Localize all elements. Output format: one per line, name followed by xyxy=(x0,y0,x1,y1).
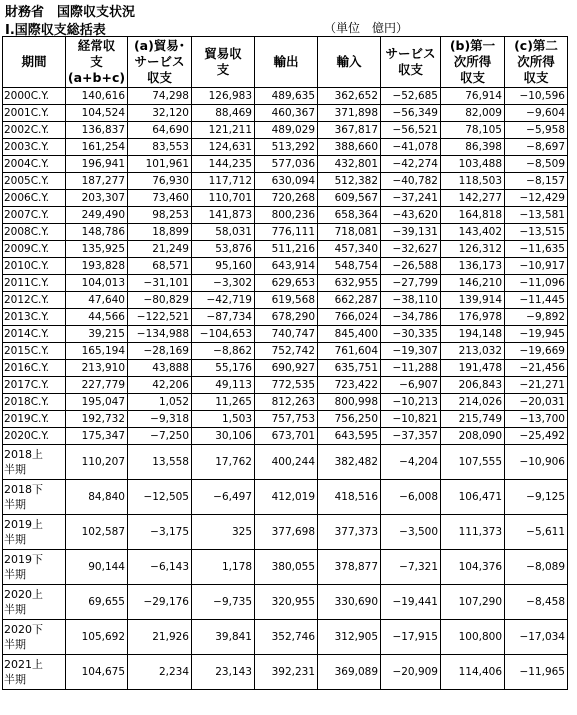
table-row xyxy=(3,655,568,690)
value-cell: 193,828 xyxy=(66,258,128,275)
table-row xyxy=(3,122,568,139)
value-cell: −6,907 xyxy=(381,377,441,394)
value-cell: 619,568 xyxy=(255,292,318,309)
value-cell: 84,840 xyxy=(66,480,128,515)
value-cell: 47,640 xyxy=(66,292,128,309)
value-cell: 76,914 xyxy=(441,88,505,105)
value-cell: 98,253 xyxy=(128,207,192,224)
value-cell: 215,749 xyxy=(441,411,505,428)
value-cell: 1,052 xyxy=(128,394,192,411)
table-row xyxy=(3,224,568,241)
header-row xyxy=(3,37,568,88)
value-cell: −6,497 xyxy=(192,480,255,515)
period-cell: 2006C.Y. xyxy=(3,190,66,207)
value-cell: 418,516 xyxy=(318,480,381,515)
value-cell: 82,009 xyxy=(441,105,505,122)
table-body xyxy=(3,88,568,690)
trade-balance-header: 貿易収 支 xyxy=(192,37,255,88)
value-cell: 635,751 xyxy=(318,360,381,377)
value-cell: 39,841 xyxy=(192,620,255,655)
value-cell: −13,700 xyxy=(505,411,568,428)
value-cell: 489,029 xyxy=(255,122,318,139)
value-cell: 100,800 xyxy=(441,620,505,655)
period-cell: 2004C.Y. xyxy=(3,156,66,173)
period-cell: 2016C.Y. xyxy=(3,360,66,377)
value-cell: −11,288 xyxy=(381,360,441,377)
value-cell: −10,213 xyxy=(381,394,441,411)
value-cell: 161,254 xyxy=(66,139,128,156)
value-cell: 400,244 xyxy=(255,445,318,480)
value-cell: −9,125 xyxy=(505,480,568,515)
value-cell: −3,302 xyxy=(192,275,255,292)
value-cell: 643,914 xyxy=(255,258,318,275)
value-cell: 64,690 xyxy=(128,122,192,139)
value-cell: 320,955 xyxy=(255,585,318,620)
value-cell: −21,271 xyxy=(505,377,568,394)
value-cell: −31,101 xyxy=(128,275,192,292)
table-row xyxy=(3,428,568,445)
value-cell: 69,655 xyxy=(66,585,128,620)
table-row xyxy=(3,309,568,326)
period-cell: 2005C.Y. xyxy=(3,173,66,190)
value-cell: −3,175 xyxy=(128,515,192,550)
balance-of-payments-table xyxy=(2,36,568,690)
period-cell: 2019上 半期 xyxy=(3,515,66,550)
table-row xyxy=(3,292,568,309)
value-cell: 214,026 xyxy=(441,394,505,411)
value-cell: 136,837 xyxy=(66,122,128,139)
value-cell: 165,194 xyxy=(66,343,128,360)
value-cell: 43,888 xyxy=(128,360,192,377)
value-cell: 68,571 xyxy=(128,258,192,275)
value-cell: −30,335 xyxy=(381,326,441,343)
value-cell: 104,675 xyxy=(66,655,128,690)
table-row xyxy=(3,550,568,585)
value-cell: 110,701 xyxy=(192,190,255,207)
value-cell: 382,482 xyxy=(318,445,381,480)
value-cell: 101,961 xyxy=(128,156,192,173)
value-cell: 845,400 xyxy=(318,326,381,343)
table-row xyxy=(3,360,568,377)
value-cell: −12,429 xyxy=(505,190,568,207)
value-cell: 107,290 xyxy=(441,585,505,620)
table-title: Ⅰ.国際収支総括表 xyxy=(5,23,106,38)
value-cell: 136,173 xyxy=(441,258,505,275)
value-cell: 90,144 xyxy=(66,550,128,585)
value-cell: 723,422 xyxy=(318,377,381,394)
title-block xyxy=(2,0,577,38)
value-cell: 107,555 xyxy=(441,445,505,480)
table-row xyxy=(3,585,568,620)
value-cell: 761,604 xyxy=(318,343,381,360)
value-cell: −56,521 xyxy=(381,122,441,139)
value-cell: 362,652 xyxy=(318,88,381,105)
value-cell: 378,877 xyxy=(318,550,381,585)
table-row xyxy=(3,620,568,655)
value-cell: 629,653 xyxy=(255,275,318,292)
value-cell: 104,013 xyxy=(66,275,128,292)
table-row xyxy=(3,377,568,394)
table-row xyxy=(3,207,568,224)
table-row xyxy=(3,173,568,190)
value-cell: 11,265 xyxy=(192,394,255,411)
value-cell: 673,701 xyxy=(255,428,318,445)
table-row xyxy=(3,445,568,480)
table-row xyxy=(3,88,568,105)
value-cell: 752,742 xyxy=(255,343,318,360)
value-cell: −12,505 xyxy=(128,480,192,515)
value-cell: 110,207 xyxy=(66,445,128,480)
value-cell: −26,588 xyxy=(381,258,441,275)
value-cell: 139,914 xyxy=(441,292,505,309)
value-cell: 30,106 xyxy=(192,428,255,445)
value-cell: −27,799 xyxy=(381,275,441,292)
value-cell: 95,160 xyxy=(192,258,255,275)
value-cell: 630,094 xyxy=(255,173,318,190)
value-cell: 609,567 xyxy=(318,190,381,207)
value-cell: −39,131 xyxy=(381,224,441,241)
value-cell: 432,801 xyxy=(318,156,381,173)
value-cell: −7,321 xyxy=(381,550,441,585)
value-cell: 74,298 xyxy=(128,88,192,105)
value-cell: 690,927 xyxy=(255,360,318,377)
value-cell: −19,945 xyxy=(505,326,568,343)
value-cell: −13,515 xyxy=(505,224,568,241)
period-cell: 2019下 半期 xyxy=(3,550,66,585)
value-cell: −104,653 xyxy=(192,326,255,343)
value-cell: 377,373 xyxy=(318,515,381,550)
value-cell: 330,690 xyxy=(318,585,381,620)
period-header: 期間 xyxy=(3,37,66,88)
value-cell: 369,089 xyxy=(318,655,381,690)
value-cell: −19,669 xyxy=(505,343,568,360)
value-cell: 720,268 xyxy=(255,190,318,207)
value-cell: 32,120 xyxy=(128,105,192,122)
value-cell: 18,899 xyxy=(128,224,192,241)
value-cell: 392,231 xyxy=(255,655,318,690)
value-cell: 114,406 xyxy=(441,655,505,690)
value-cell: 17,762 xyxy=(192,445,255,480)
value-cell: −28,169 xyxy=(128,343,192,360)
value-cell: 121,211 xyxy=(192,122,255,139)
value-cell: −87,734 xyxy=(192,309,255,326)
value-cell: −34,786 xyxy=(381,309,441,326)
value-cell: 103,488 xyxy=(441,156,505,173)
value-cell: 208,090 xyxy=(441,428,505,445)
value-cell: 577,036 xyxy=(255,156,318,173)
value-cell: 13,558 xyxy=(128,445,192,480)
goods-services-header: (a)貿易･ サービス 収支 xyxy=(128,37,192,88)
value-cell: 195,047 xyxy=(66,394,128,411)
value-cell: 73,460 xyxy=(128,190,192,207)
value-cell: −21,456 xyxy=(505,360,568,377)
period-cell: 2020上 半期 xyxy=(3,585,66,620)
value-cell: −20,909 xyxy=(381,655,441,690)
period-cell: 2018上 半期 xyxy=(3,445,66,480)
value-cell: 21,249 xyxy=(128,241,192,258)
value-cell: 512,382 xyxy=(318,173,381,190)
table-row xyxy=(3,343,568,360)
period-cell: 2013C.Y. xyxy=(3,309,66,326)
value-cell: 388,660 xyxy=(318,139,381,156)
value-cell: 772,535 xyxy=(255,377,318,394)
value-cell: 511,216 xyxy=(255,241,318,258)
value-cell: 148,786 xyxy=(66,224,128,241)
value-cell: 124,631 xyxy=(192,139,255,156)
value-cell: 548,754 xyxy=(318,258,381,275)
value-cell: 104,376 xyxy=(441,550,505,585)
value-cell: 191,478 xyxy=(441,360,505,377)
period-cell: 2009C.Y. xyxy=(3,241,66,258)
value-cell: −42,719 xyxy=(192,292,255,309)
table-row xyxy=(3,241,568,258)
value-cell: −19,441 xyxy=(381,585,441,620)
table-row xyxy=(3,326,568,343)
table-row xyxy=(3,411,568,428)
period-cell: 2014C.Y. xyxy=(3,326,66,343)
value-cell: 632,955 xyxy=(318,275,381,292)
value-cell: 776,111 xyxy=(255,224,318,241)
value-cell: −6,143 xyxy=(128,550,192,585)
value-cell: 312,905 xyxy=(318,620,381,655)
primary-income-header: (b)第一 次所得 収支 xyxy=(441,37,505,88)
value-cell: −17,915 xyxy=(381,620,441,655)
value-cell: −20,031 xyxy=(505,394,568,411)
value-cell: −9,318 xyxy=(128,411,192,428)
value-cell: −13,581 xyxy=(505,207,568,224)
value-cell: 88,469 xyxy=(192,105,255,122)
value-cell: −10,917 xyxy=(505,258,568,275)
secondary-income-header: (c)第二 次所得 収支 xyxy=(505,37,568,88)
period-cell: 2003C.Y. xyxy=(3,139,66,156)
value-cell: 206,843 xyxy=(441,377,505,394)
period-cell: 2007C.Y. xyxy=(3,207,66,224)
table-row xyxy=(3,275,568,292)
value-cell: −7,250 xyxy=(128,428,192,445)
value-cell: 380,055 xyxy=(255,550,318,585)
exports-header: 輸出 xyxy=(255,37,318,88)
value-cell: 1,178 xyxy=(192,550,255,585)
value-cell: −134,988 xyxy=(128,326,192,343)
value-cell: 227,779 xyxy=(66,377,128,394)
value-cell: −8,862 xyxy=(192,343,255,360)
value-cell: 83,553 xyxy=(128,139,192,156)
value-cell: 192,732 xyxy=(66,411,128,428)
value-cell: −29,176 xyxy=(128,585,192,620)
value-cell: 143,402 xyxy=(441,224,505,241)
value-cell: 140,616 xyxy=(66,88,128,105)
value-cell: −3,500 xyxy=(381,515,441,550)
value-cell: −8,089 xyxy=(505,550,568,585)
value-cell: 412,019 xyxy=(255,480,318,515)
value-cell: 662,287 xyxy=(318,292,381,309)
period-cell: 2017C.Y. xyxy=(3,377,66,394)
value-cell: 203,307 xyxy=(66,190,128,207)
period-cell: 2010C.Y. xyxy=(3,258,66,275)
value-cell: 175,347 xyxy=(66,428,128,445)
value-cell: 86,398 xyxy=(441,139,505,156)
value-cell: −10,596 xyxy=(505,88,568,105)
value-cell: −9,604 xyxy=(505,105,568,122)
value-cell: −80,829 xyxy=(128,292,192,309)
value-cell: 643,595 xyxy=(318,428,381,445)
value-cell: 76,930 xyxy=(128,173,192,190)
value-cell: −38,110 xyxy=(381,292,441,309)
value-cell: 146,210 xyxy=(441,275,505,292)
table-row xyxy=(3,105,568,122)
value-cell: −5,611 xyxy=(505,515,568,550)
value-cell: 126,983 xyxy=(192,88,255,105)
period-cell: 2020下 半期 xyxy=(3,620,66,655)
value-cell: 1,503 xyxy=(192,411,255,428)
value-cell: 118,503 xyxy=(441,173,505,190)
value-cell: −10,821 xyxy=(381,411,441,428)
value-cell: 23,143 xyxy=(192,655,255,690)
value-cell: 2,234 xyxy=(128,655,192,690)
imports-header: 輸入 xyxy=(318,37,381,88)
value-cell: 44,566 xyxy=(66,309,128,326)
value-cell: 142,277 xyxy=(441,190,505,207)
value-cell: 367,817 xyxy=(318,122,381,139)
value-cell: 49,113 xyxy=(192,377,255,394)
value-cell: 194,148 xyxy=(441,326,505,343)
value-cell: 377,698 xyxy=(255,515,318,550)
period-cell: 2012C.Y. xyxy=(3,292,66,309)
value-cell: 55,176 xyxy=(192,360,255,377)
unit-label: （単位 億円） xyxy=(324,21,409,35)
value-cell: −9,735 xyxy=(192,585,255,620)
value-cell: 325 xyxy=(192,515,255,550)
value-cell: 718,081 xyxy=(318,224,381,241)
period-cell: 2019C.Y. xyxy=(3,411,66,428)
value-cell: 757,753 xyxy=(255,411,318,428)
value-cell: −6,008 xyxy=(381,480,441,515)
value-cell: 800,236 xyxy=(255,207,318,224)
value-cell: 196,941 xyxy=(66,156,128,173)
value-cell: 460,367 xyxy=(255,105,318,122)
value-cell: −4,204 xyxy=(381,445,441,480)
value-cell: 457,340 xyxy=(318,241,381,258)
value-cell: −8,697 xyxy=(505,139,568,156)
value-cell: 42,206 xyxy=(128,377,192,394)
value-cell: 105,692 xyxy=(66,620,128,655)
value-cell: −56,349 xyxy=(381,105,441,122)
value-cell: 213,910 xyxy=(66,360,128,377)
value-cell: −10,906 xyxy=(505,445,568,480)
value-cell: 176,978 xyxy=(441,309,505,326)
value-cell: −5,958 xyxy=(505,122,568,139)
services-header: サービス 収支 xyxy=(381,37,441,88)
period-cell: 2018C.Y. xyxy=(3,394,66,411)
value-cell: 135,925 xyxy=(66,241,128,258)
table-row xyxy=(3,515,568,550)
value-cell: 371,898 xyxy=(318,105,381,122)
value-cell: −11,096 xyxy=(505,275,568,292)
period-cell: 2008C.Y. xyxy=(3,224,66,241)
value-cell: −11,445 xyxy=(505,292,568,309)
period-cell: 2018下 半期 xyxy=(3,480,66,515)
value-cell: 489,635 xyxy=(255,88,318,105)
value-cell: −32,627 xyxy=(381,241,441,258)
table-row xyxy=(3,139,568,156)
value-cell: −8,458 xyxy=(505,585,568,620)
value-cell: 58,031 xyxy=(192,224,255,241)
value-cell: −11,965 xyxy=(505,655,568,690)
value-cell: 111,373 xyxy=(441,515,505,550)
value-cell: 21,926 xyxy=(128,620,192,655)
period-cell: 2000C.Y. xyxy=(3,88,66,105)
value-cell: −42,274 xyxy=(381,156,441,173)
value-cell: −19,307 xyxy=(381,343,441,360)
value-cell: 106,471 xyxy=(441,480,505,515)
table-row xyxy=(3,394,568,411)
value-cell: −41,078 xyxy=(381,139,441,156)
value-cell: 141,873 xyxy=(192,207,255,224)
value-cell: 78,105 xyxy=(441,122,505,139)
table-row xyxy=(3,258,568,275)
value-cell: 53,876 xyxy=(192,241,255,258)
value-cell: −9,892 xyxy=(505,309,568,326)
value-cell: −37,357 xyxy=(381,428,441,445)
value-cell: 164,818 xyxy=(441,207,505,224)
period-cell: 2015C.Y. xyxy=(3,343,66,360)
value-cell: −11,635 xyxy=(505,241,568,258)
value-cell: 352,746 xyxy=(255,620,318,655)
value-cell: 39,215 xyxy=(66,326,128,343)
period-cell: 2020C.Y. xyxy=(3,428,66,445)
table-row xyxy=(3,156,568,173)
value-cell: −25,492 xyxy=(505,428,568,445)
value-cell: 144,235 xyxy=(192,156,255,173)
value-cell: 678,290 xyxy=(255,309,318,326)
report-title: 財務省 国際収支状況 xyxy=(5,5,136,20)
value-cell: 740,747 xyxy=(255,326,318,343)
value-cell: 766,024 xyxy=(318,309,381,326)
value-cell: 126,312 xyxy=(441,241,505,258)
value-cell: −40,782 xyxy=(381,173,441,190)
value-cell: 102,587 xyxy=(66,515,128,550)
value-cell: 187,277 xyxy=(66,173,128,190)
value-cell: 249,490 xyxy=(66,207,128,224)
value-cell: 658,364 xyxy=(318,207,381,224)
value-cell: −43,620 xyxy=(381,207,441,224)
table-row xyxy=(3,480,568,515)
period-cell: 2001C.Y. xyxy=(3,105,66,122)
current-account-header: 経常収 支 (a+b+c) xyxy=(66,37,128,88)
value-cell: −52,685 xyxy=(381,88,441,105)
value-cell: 513,292 xyxy=(255,139,318,156)
value-cell: 213,032 xyxy=(441,343,505,360)
value-cell: 104,524 xyxy=(66,105,128,122)
period-cell: 2021上 半期 xyxy=(3,655,66,690)
period-cell: 2011C.Y. xyxy=(3,275,66,292)
value-cell: 800,998 xyxy=(318,394,381,411)
table-row xyxy=(3,190,568,207)
value-cell: 117,712 xyxy=(192,173,255,190)
value-cell: −17,034 xyxy=(505,620,568,655)
value-cell: 812,263 xyxy=(255,394,318,411)
value-cell: −122,521 xyxy=(128,309,192,326)
value-cell: −8,509 xyxy=(505,156,568,173)
value-cell: 756,250 xyxy=(318,411,381,428)
period-cell: 2002C.Y. xyxy=(3,122,66,139)
value-cell: −8,157 xyxy=(505,173,568,190)
value-cell: −37,241 xyxy=(381,190,441,207)
